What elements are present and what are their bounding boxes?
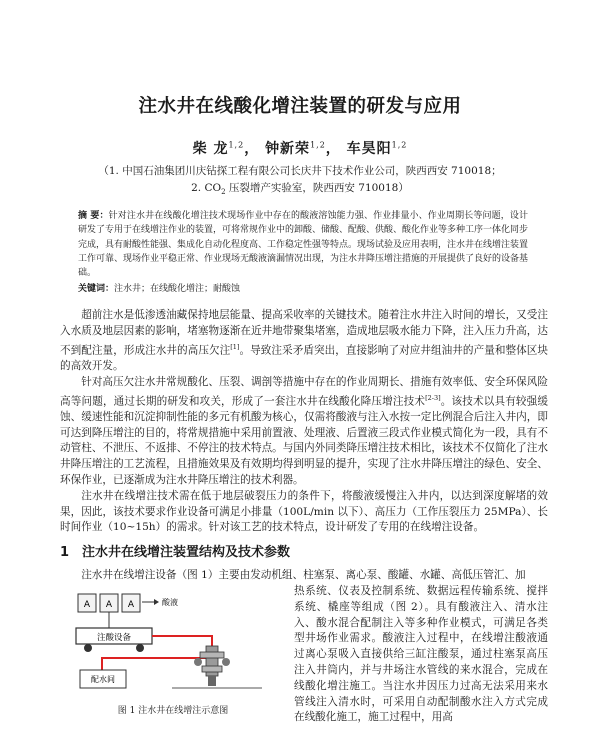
paper-title: 注水井在线酸化增注装置的研发与应用: [138, 96, 462, 117]
abstract: [78, 209, 528, 280]
abstract-label: 摘 要：: [78, 211, 109, 221]
wellhead-icon: [194, 646, 230, 686]
citation: [1]: [230, 342, 240, 351]
affiliation-line-2: 2. $CO_2$ 压裂增产实验室，陕西西安 710018）: [191, 182, 409, 197]
device-label: 注酸设备: [96, 633, 132, 643]
house-label: 配水间: [91, 675, 115, 684]
figure-1-diagram: [62, 588, 284, 700]
section-first-line: 注水井在线增注设备（图 1）主要由发动机组、柱塞泵、离心泵、酸罐、水罐、高低压管汇、加: [81, 569, 526, 581]
author-affil-mark: 1,2: [228, 140, 245, 150]
affiliation-line-1: （1. 中国石油集团川庆钻探工程有限公司长庆井下技术作业公司，陕西西安 710018；: [98, 165, 502, 177]
paragraph: 注水井在线增注技术需在低于地层破裂压力的条件下，将酸液缓慢注入井内，以达到深度解堵的效果，因此，该技术要求作业设备可满足小排量（100L/min 以下）、高压力（工作压裂压力 25MPa）、长时间作业（10~15h）的需求。针对该工艺的技术特点，设计研发了专用的在线增注设备。: [60, 489, 548, 534]
section-number: 1: [60, 545, 70, 560]
keywords: [78, 281, 528, 294]
intro-body: [60, 308, 548, 536]
author-name: 柴 龙: [192, 141, 229, 157]
figure-1-caption: 图 1 注水井在线增注示意图: [117, 706, 229, 716]
section-heading: [60, 541, 290, 560]
keywords-label: 关键词：: [78, 284, 115, 294]
author-affil-mark: 1,2: [310, 140, 326, 150]
author-affil-mark: 1,2: [391, 140, 408, 150]
section-title: 注水井在线增注装置结构及技术参数: [82, 545, 291, 560]
author-name: 钟新荣: [265, 141, 311, 157]
tank-label: A: [83, 600, 91, 610]
citation: [2-3]: [425, 393, 441, 402]
tank-label: A: [105, 600, 113, 610]
section-text-column: 热系统、仪表及控制系统、数据远程传输系统、搅拌系统、橇座等组成（图 2）。具有酸液注入、清水注入、酸水混合配制注入等多种作业模式，可满足各类型井场作业需求。酸液注入过程中，在线增注酸液通过离心泵吸入直接供给三缸注酸泵，通过柱塞泵高压注入井筒内，并与井场注水管线的来水混合，完成在线酸化增注施工。当注水井因压力过高无法采用来水管线注入清水时，可采用自动配制酸水注入方式完成在线酸化施工，施工过程中，用高: [294, 585, 548, 724]
paragraph: 针对高压欠注水井常规酸化、压裂、调剖等措施中存在的作业周期长、措施有效率低、安全环保风险高等问题，通过长期的研发和攻关，形成了一套注水井在线酸化降压增注技术[2-3]。该技术以具有较强缓蚀、缓速性能和沉淀抑制性能的多元有机酸为核心，仅需将酸液与注入水按一定比例混合后注入井内，即可达到降压增注的目的，将常规措施中采用前置液、处理液、后置液三段式作业模式简化为一段，具有不动管柱、不泄压、不返排、不停注的技术特点。与国内外同类降压增注技术相比，该技术不仅简化了注水井降压增注的工艺流程，且措施效果及有效期均得到明显的提升，实现了注水井降压增注的绿色、安全、环保作业，已逐渐成为注水井降压增注的技术利器。: [60, 375, 549, 487]
abstract-text: 针对注水井在线酸化增注技术现场作业中存在的酸液溶蚀能力强、作业排量小、作业周期长等问题，设计研发了专用于在线增注作业的装置，可将常规作业中的卸酸、储酸、配酸、供酸、酸化作业等多种工序一体化同步完成，具有耐酸性能强、集成化自动化程度高、工作稳定性强等特点。现场试验及应用表明，注水井在线增注装置工作可靠、现场作业平稳正常、作业现场无酸液滴漏情况出现，为注水井降压增注措施的开展提供了良好的设备基础。: [78, 211, 529, 279]
paragraph: 超前注水是低渗透油藏保持地层能量、提高采收率的关键技术。随着注水井注入时间的增长，又受注入水质及地层因素的影响，堵塞物逐渐在近井地带聚集堵塞，造成地层吸水能力下降，注入压力升高，达不到配注量，形成注水井的高压欠注[1]。导致注采矛盾突出，直接影响了对应井组油井的产量和整体区块的高效开发。: [60, 309, 548, 372]
tank-label: A: [127, 600, 135, 610]
author-list: 柴 龙$^{1,2}$， 钟新荣$^{1,2}$， 车昊阳$^{1,2}$: [192, 140, 408, 157]
acid-label: 酸液: [162, 598, 178, 607]
author-name: 车昊阳: [346, 141, 392, 157]
keywords-text: 注水井；在线酸化增注；耐酸蚀: [114, 284, 241, 294]
